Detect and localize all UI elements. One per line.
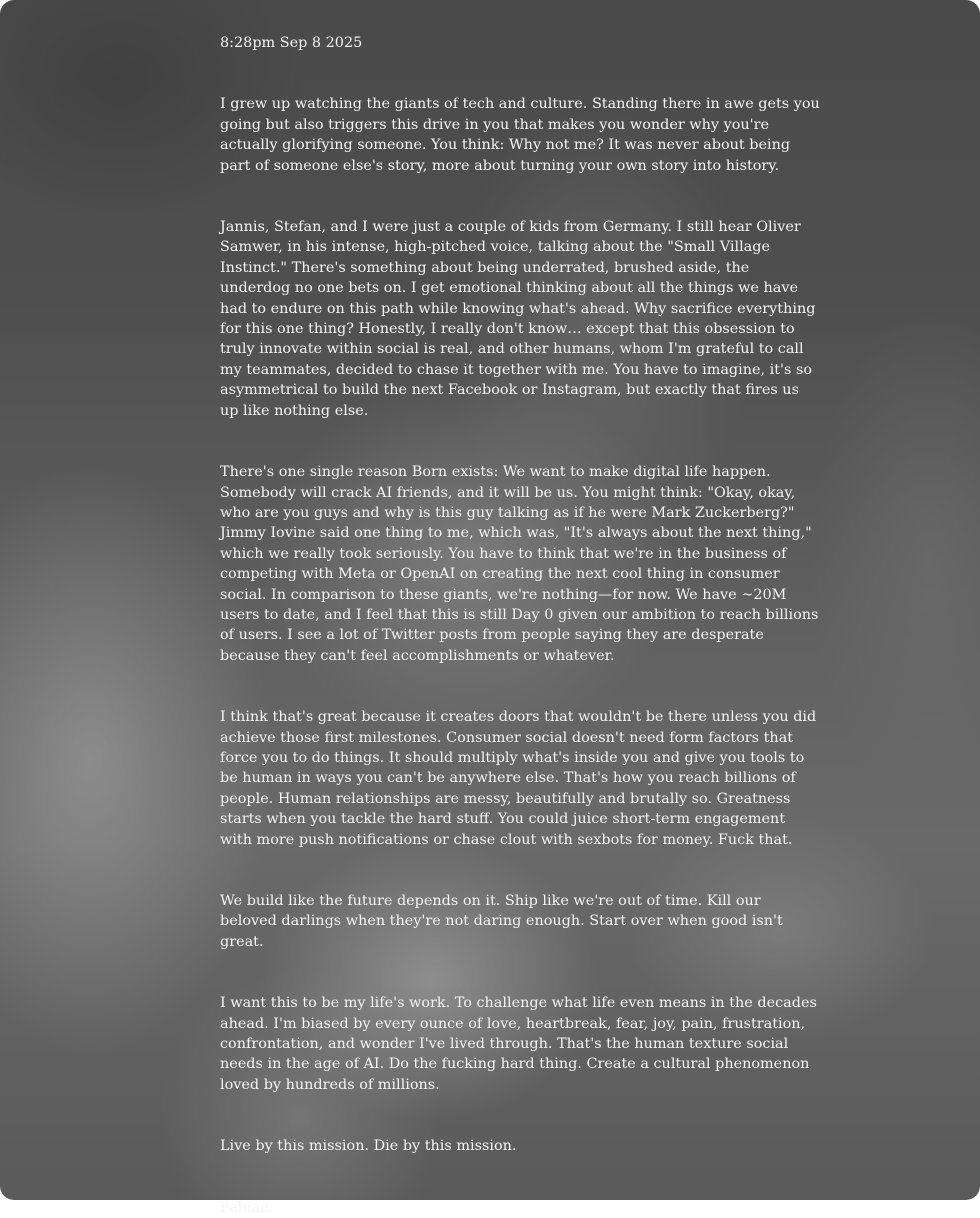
letter-timestamp: 8:28pm Sep 8 2025 [220,35,363,51]
letter-paragraph-origins: I grew up watching the giants of tech and culture. Standing there in awe gets you going but also triggers this drive in you that makes you wonder why you're actually glorifying someone. You think: Why not me? It was never about being part of someone else's story, more about turning your own story into history. [220,96,820,174]
letter-mission-line: Live by this mission. Die by this mission. [220,1138,517,1155]
letter-paragraph-mission: There's one single reason Born exists: We want to make digital life happen. Somebody will crack AI friends, and it will be us. You might think: "Okay, okay, who are you guys and why is this guy talking as if he were Mark Zuckerberg?" Jimmy Iovine said one thing to me, which was, "It's always about the next thing," which we really took seriously. You have to think that we're in the business of competing with Meta or OpenAI on creating the next cool thing in consumer social. In comparison to these giants, we're nothing—for now. We have ~20M users to date, and I feel that this is still Day 0 given our ambition to reach billions of users. I see a lot of Twitter posts from people saying they are desperate because they can't feel accomplishments or whatever. [220,464,819,664]
letter-body [220,33,820,1218]
letter-paragraph-build: We build like the future depends on it. Ship like we're out of time. Kill our beloved darlings when they're not daring enough. Start over when good isn't great. [220,893,783,950]
letter-paragraph-consumer-social: I think that's great because it creates doors that wouldn't be there unless you did achieve those first milestones. Consumer social doesn't need form factors that force you to do things. It should multiply what's inside you and give you tools to be human in ways you can't be anywhere else. That's how you reach billions of people. Human relationships are messy, beautifully and brutally so. Greatness starts when you tackle the hard stuff. You could juice short-term engagement with more push notifications or chase clout with sexbots for money. Fuck that. [220,709,817,848]
letter-paragraph-founders: Jannis, Stefan, and I were just a couple of kids from Germany. I still hear Oliver Samwer, in his intense, high-pitched voice, talking about the "Small Village Instinct." There's something about being underrated, brushed aside, the underdog no one bets on. I get emotional thinking about all the things we have had to endure on this path while knowing what's ahead. Why sacrifice everything for this one thing? Honestly, I really don't know… except that this obsession to truly innovate within social is real, and other humans, whom I'm grateful to call my teammates, decided to chase it together with me. You have to imagine, it's so asymmetrical to build the next Facebook or Instagram, but exactly that fires us up like nothing else. [220,219,816,419]
letter-signature: Fabian. [220,1199,274,1216]
letter-paragraph-lifes-work: I want this to be my life's work. To challenge what life even means in the decades ahead. I'm biased by every ounce of love, heartbreak, fear, joy, pain, frustration, confrontation, and wonder I've lived through. That's the human texture social needs in the age of AI. Do the fucking hard thing. Create a cultural phenomenon loved by hundreds of millions. [220,995,817,1093]
